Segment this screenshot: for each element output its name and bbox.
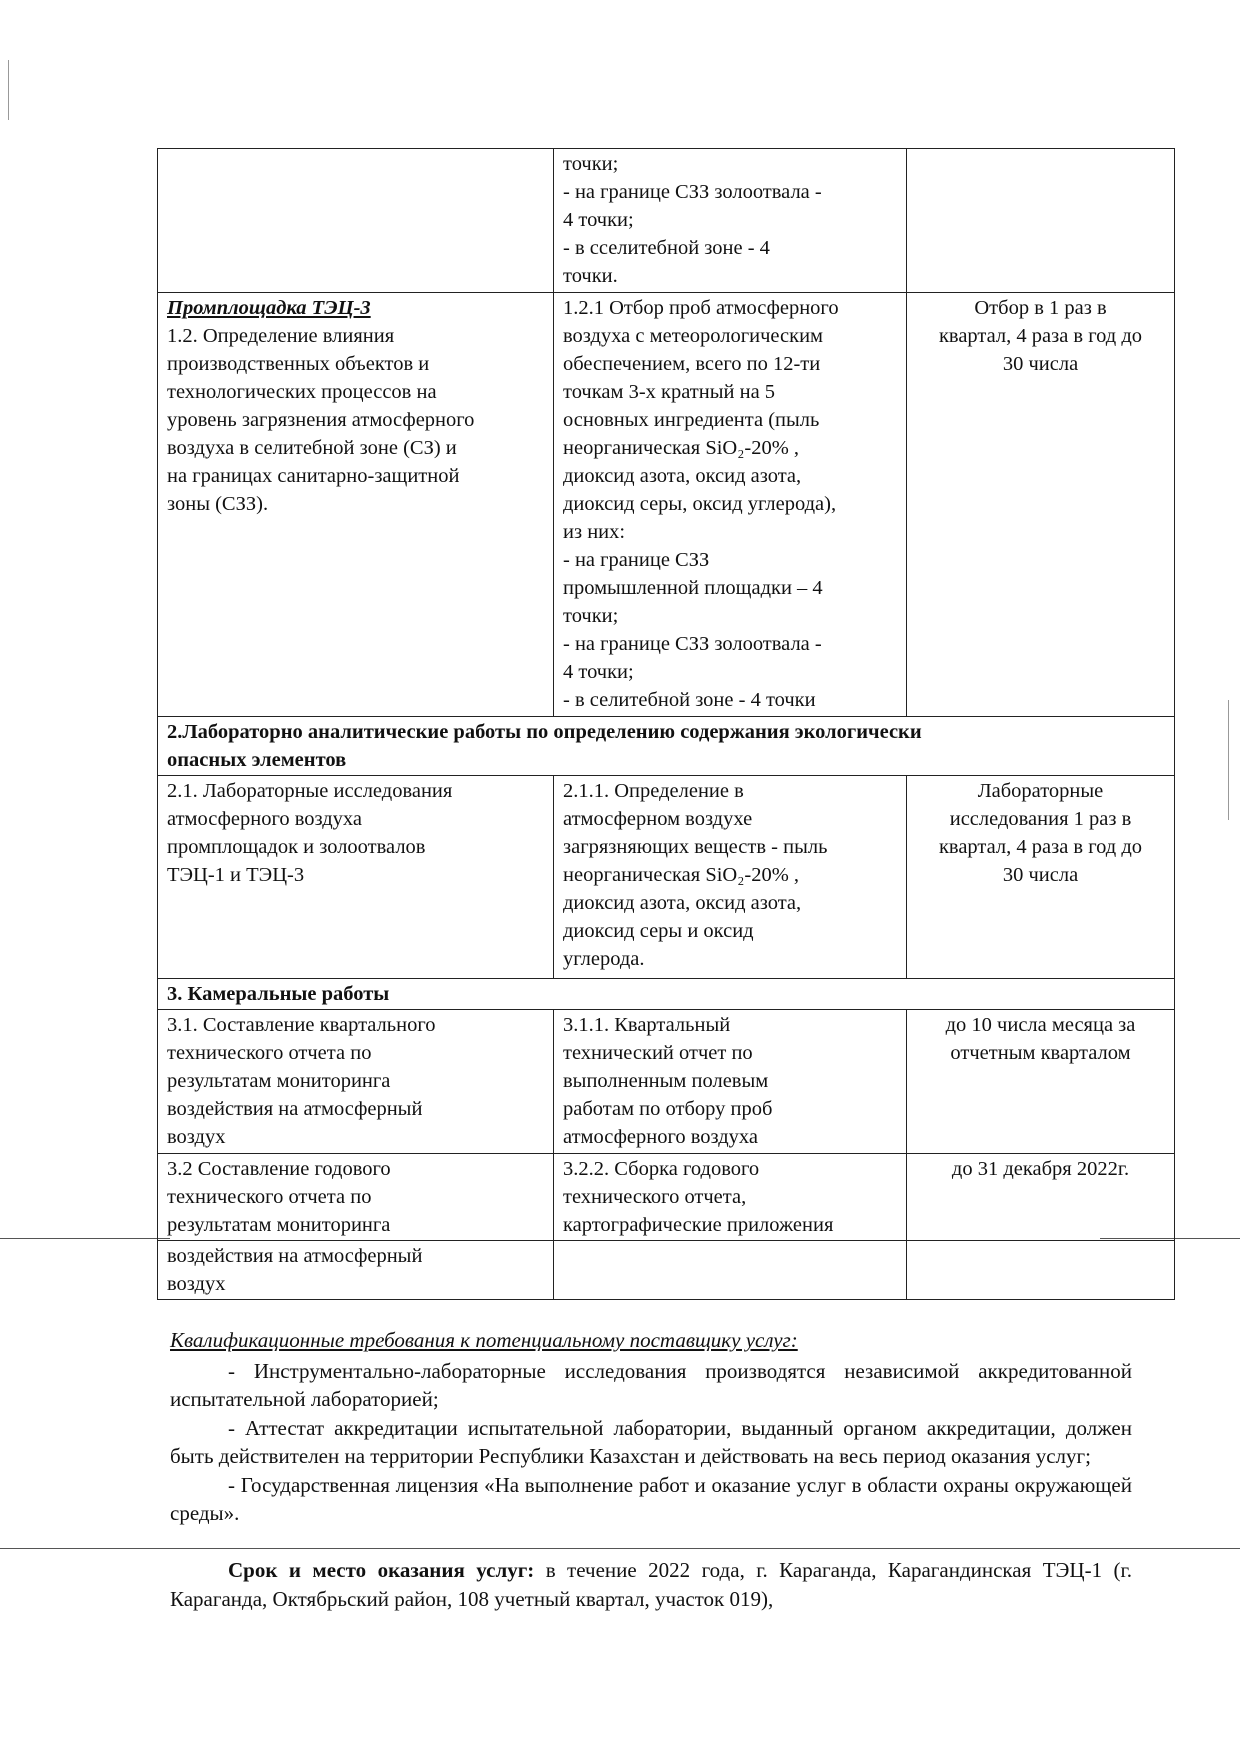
cell-procedure: 3.1.1. Квартальный технический отчет по выполненным полевым работам по отбору проб атмосферного воздуха bbox=[554, 1010, 907, 1154]
scan-line-top bbox=[0, 1238, 170, 1239]
section-row bbox=[158, 979, 1175, 1010]
table-row bbox=[158, 1010, 1175, 1154]
cell-procedure: 3.2.2. Сборка годового технического отчета, картографические приложения bbox=[554, 1154, 907, 1241]
cell-schedule bbox=[907, 1241, 1175, 1300]
qualification-item: - Аттестат аккредитации испытательной лаборатории, выданный органом аккредитации, должен быть действителен на территории Республики Казахстан и действовать на весь период оказания услуг; bbox=[170, 1415, 1132, 1468]
cell-empty bbox=[158, 149, 554, 293]
term-text: в течение 2022 года, г. Караганда, Карагандинская ТЭЦ-1 (г. Караганда, Октябрьский район, 108 учетный квартал, участок 019), bbox=[170, 1558, 1132, 1611]
cell-procedure: 2.1.1. Определение в атмосферном воздухе загрязняющих веществ - пыль неорганическая SiO₂-20% , диоксид азота, оксид азота, диоксид серы и оксид углерода. bbox=[554, 776, 907, 979]
scan-mark-left bbox=[8, 60, 9, 120]
cell-schedule: до 31 декабря 2022г. bbox=[907, 1154, 1175, 1241]
qualification-requirements bbox=[170, 1326, 1132, 1528]
table-row bbox=[158, 1241, 1175, 1300]
table-row bbox=[158, 1154, 1175, 1241]
table-row bbox=[158, 776, 1175, 979]
cell-schedule: Лабораторные исследования 1 раз в квартал, 4 раза в год до 30 числа bbox=[907, 776, 1175, 979]
cell-task: Промплощадка ТЭЦ-3 1.2. Определение влияния производственных объектов и технологических процессов на уровень загрязнения атмосферного воздуха в селитебной зоне (СЗ) и на границах санитарно-защитной зоны (СЗЗ). bbox=[158, 293, 554, 717]
cell-schedule: до 10 числа месяца за отчетным кварталом bbox=[907, 1010, 1175, 1154]
cell-procedure bbox=[554, 1241, 907, 1300]
qualification-item: - Инструментально-лабораторные исследования производятся независимой аккредитованной испытательной лабораторией; bbox=[170, 1358, 1132, 1411]
cell-schedule bbox=[907, 149, 1175, 293]
cell-task: 2.1. Лабораторные исследования атмосферного воздуха промплощадок и золоотвалов ТЭЦ-1 и ТЭЦ-3 bbox=[158, 776, 554, 979]
section-3-heading: 3. Камеральные работы bbox=[158, 979, 1175, 1010]
cell-procedure: точки; - на границе СЗЗ золоотвала - 4 точки; - в сселитебной зоне - 4 точки. bbox=[554, 149, 907, 293]
scan-mark-right bbox=[1228, 700, 1229, 820]
service-term-place bbox=[170, 1556, 1132, 1614]
work-plan-table bbox=[157, 148, 1175, 1300]
cell-task: 3.2 Составление годового технического отчета по результатам мониторинга bbox=[158, 1154, 554, 1241]
section-2-heading: 2.Лабораторно аналитические работы по определению содержания экологически опасных элементов bbox=[158, 717, 1175, 776]
table-row bbox=[158, 149, 1175, 293]
table-row bbox=[158, 293, 1175, 717]
term-label: Срок и место оказания услуг: bbox=[228, 1558, 535, 1582]
section-row bbox=[158, 717, 1175, 776]
scan-line-bottom bbox=[0, 1548, 1240, 1549]
qualification-title: Квалификационные требования к потенциальному поставщику услуг: bbox=[170, 1328, 798, 1352]
cell-procedure: 1.2.1 Отбор проб атмосферного воздуха с метеорологическим обеспечением, всего по 12-ти точкам 3-х кратный на 5 основных ингредиента (пыль неорганическая SiO₂-20% , диоксид азота, оксид азота, диоксид серы, оксид углерода), из них: - на границе СЗЗ промышленной площадки – 4 точки; - на границе СЗЗ золоотвала - 4 точки; - в селитебной зоне - 4 точки bbox=[554, 293, 907, 717]
site-heading: Промплощадка ТЭЦ-3 bbox=[167, 297, 371, 319]
qualification-item: - Государственная лицензия «На выполнение работ и оказание услуг в области охраны окружающей среды». bbox=[170, 1472, 1132, 1525]
cell-task: воздействия на атмосферный воздух bbox=[158, 1241, 554, 1300]
cell-task: 3.1. Составление квартального технического отчета по результатам мониторинга воздействия на атмосферный воздух bbox=[158, 1010, 554, 1154]
cell-schedule: Отбор в 1 раз в квартал, 4 раза в год до 30 числа bbox=[907, 293, 1175, 717]
